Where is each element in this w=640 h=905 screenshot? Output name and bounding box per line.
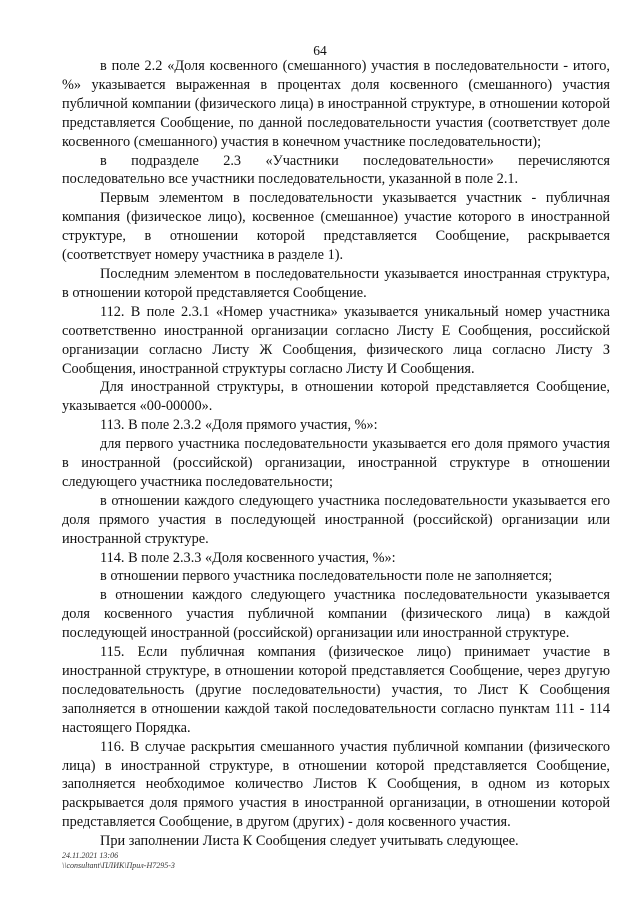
footer-doc-ref: \\consultant\ПЛИК\Прил-Н7295-3 [62,861,175,870]
paragraph: 112. В поле 2.3.1 «Номер участника» указывается уникальный номер участника соответственно иностранной организации согласно Листу Е Сообщения, российской организации согласно Листу Ж Сообщения, физического лица согласно Листу З Сообщения, иностранной структуры согласно Листу И Сообщения. [62,303,610,377]
paragraph: в подразделе 2.3 «Участники последовательности» перечисляются последовательно все участники последовательности, указанной в поле 2.1. [62,152,610,188]
paragraph: в отношении каждого следующего участника последовательности указывается его доля прямого участия в последующей иностранной (российской) организации или иностранной структуре. [62,492,610,547]
paragraph: 113. В поле 2.3.2 «Доля прямого участия, %»: [100,417,378,434]
paragraph: 114. В поле 2.3.3 «Доля косвенного участия, %»: [100,549,396,566]
paragraph: Первым элементом в последовательности указывается участник - публичная компания (физическое лицо), косвенное (смешанное) участие которого в иностранной структуре, в отношении которой представляется Сообщение, раскрывается (соответствует номеру участника в разделе 1). [62,190,610,264]
page-number: 64 [313,43,327,58]
paragraph: в отношении первого участника последовательности поле не заполняется; [100,568,553,585]
footer-stamp [62,851,175,871]
paragraph: для первого участника последовательности указывается его доля прямого участия в иностранной (российской) организации, иностранной структуре в отношении следующего участника последовательности; [62,436,610,490]
paragraph: в поле 2.2 «Доля косвенного (смешанного) участия в последовательности - итого, %» указывается выраженная в процентах доля косвенного (смешанного) участия публичной компании (физического лица) в иностранной структуре, в отношении которой представляется Сообщение, по данной последовательности участия (соответствует доле косвенного (смешанного) участия в конечном участнике последовательности); [62,58,610,150]
paragraph: Для иностранной структуры, в отношении которой представляется Сообщение, указывается «00-00000». [62,379,610,415]
paragraph: Последним элементом в последовательности указывается иностранная структура, в отношении которой представляется Сообщение. [62,265,610,301]
footer-timestamp: 24.11.2021 13:06 [62,851,119,860]
document-body [62,57,610,851]
paragraph: 115. Если публичная компания (физическое лицо) принимает участие в иностранной структуре, в отношении которой представляется Сообщение, через другую последовательность (другие последовательности) участия, то Лист К Сообщения заполняется в отношении каждой такой последовательности согласно пунктам 111 - 114 настоящего Порядка. [62,644,610,736]
paragraph: При заполнении Листа К Сообщения следует учитывать следующее. [100,833,519,850]
paragraph: в отношении каждого следующего участника последовательности указывается доля косвенного участия публичной компании (физического лица) в каждой последующей иностранной (российской) организации или иностранной структуре. [62,587,610,642]
paragraph: 116. В случае раскрытия смешанного участия публичной компании (физического лица) в иностранной структуре, в отношении которой представляется Сообщение, заполняется необходимое количество Листов К Сообщения, в одном из которых раскрывается доля прямого участия в иностранной организации, в отношении которой представляется Сообщение, в другом (других) - доля косвенного участия. [62,738,610,831]
